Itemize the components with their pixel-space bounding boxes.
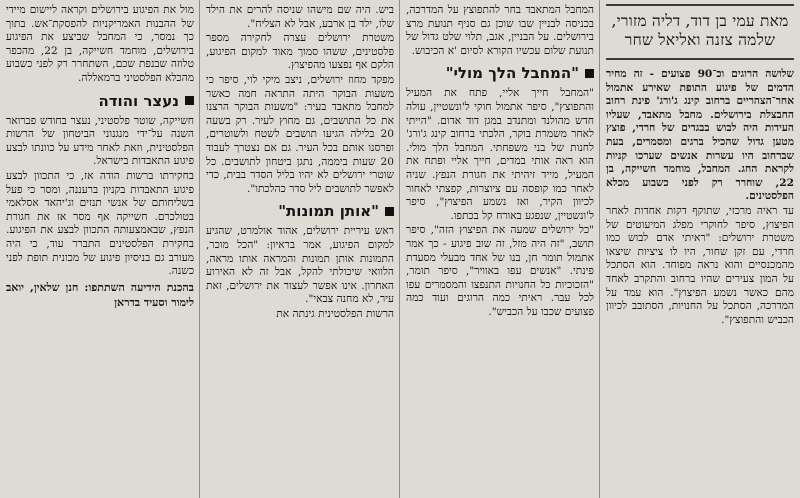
bullet-square-icon [585, 69, 594, 78]
subheading-text: "אותן תמונות" [278, 202, 379, 221]
subheading [6, 91, 194, 111]
bullet-square-icon [185, 96, 194, 105]
article-paragraph: מפקד מחוז ירושלים, ניצב מיקי לוי, סיפר כי משעות הבוקר היתה התראה חמה כאשר למחבל מתאבד בעיר: "משעות הבוקר הרצנו את כל התושבים, גם מחוץ לעיר. רק בשעה 20 בלילה הגיעו תושבים לשטח ולשוטרים, ופרסנו אותם בכל העיר. גם אם נצטרך לעבוד 20 שעות ביממה, נתגן ביטחון לתושבים. כל שוטרי ירושלים לא יהיו בליל הסדר בבית, כדי לאפשר לתושבים ליל סדר כהלכתו". [206, 73, 394, 195]
article-paragraph: "המחבל חייך אליי, פתח את המעיל והתפוצץ", סיפר אתמול חוקי ל'ונשטיין, עולה חדש מהולנד ומתנדב במגן דוד אדום. "הייתי לאחר משמרת בוקר, הלכתי ברחוב קינג ג'ורג' לחנות של בני משפחתי. המחבל הלך מולי. הוא ראה אותי במדים, חייך אליי ופתח את המעיל, מייד זיהיתי את חגורת הנפץ. שניה לאחר כמו קופסה עם ציוצרות, קפצתי לאחור לכיוון הקיר, ואז נשמע הפיצוץ", סיפר ל'ונשטיין, שנפגע באורח קל בכתפו. [406, 87, 594, 222]
article-paragraph: עד ראיה מרכזי, שתוקף דקות אחדות לאחר הפיצוץ, סיפר לחוקרי מפלג המיעוטים של משטרת ירושלים: "ראיתי אדם לבוש כמו חרדי, עם זקן שחור, היו לו ציציות שיצאו מהמכנסיים והוא נראה מפוחד. הוא הסתכל על המון צעירים שהיו ברחוב והתקרב לאחד מהם כאשר נשמע הפיצוץ". הוא עמד על המדרכה, הסתכל על החנויות, הסתובב לכיוון הכביש והתפוצץ". [606, 204, 794, 326]
column-3 [200, 0, 400, 498]
article-paragraph: ראש עיריית ירושלים, אהוד אולמרט, שהגיע למקום הפיגוע, אמר בראיון: "הכל מוכר, התמונות אותן תמונות והמראה אותו מראה, הלוואי שיכולתי להקל, אבל זה לא האירוע האחרון. אינו אפשר לעצור את ירושלים, זאת עיר, לא מחנה צבאי". [206, 225, 394, 306]
bullet-square-icon [385, 207, 394, 216]
article-paragraph: הרשות הפלסטינית גינתה את [276, 307, 394, 320]
article-paragraph: "כל ירושלים שמעה את הפיצוץ הזה", סיפר תושב, "זה היה מזל, זה שוב פיגוע - כך אמר אתמול תומר חן, בנו של אחד מבעלי מסעדת פינתי. "אנשים עפו באוויר", סיפר תומר, "הזכוכיות כל החנויות התנפצו והמסמרים עפו לכל עבר. ראיתי כמה הרוגים ועוד כמה פצועים שכבו על הכביש". [406, 224, 594, 318]
column-4 [0, 0, 200, 498]
lead-paragraph: שלושה הרוגים וכ־90 פצועים - זה מחיר הדמים של פיגוע התופת שאירע אתמול אחר־הצהריים ברחוב קינג ג'ורג' פינת רחוב החבצלת בירושלים. מחבל מתאבד, שעליו העידות היה לבוש בבגדים של חרדי, פוצץ מטען גדול שהכיל ברגים ומסמרים, בעת שברחוב היו עשרות אנשים שערכו קניות לקראת החג. המחבל, מוחמד חשייקה, בן 22, שוחרר רק לפני כשבוע מכלא הפלסטינים. [606, 68, 794, 203]
article-paragraph: ביש. היה שם מישהו שניסה להרים את הילד שלו, ילד בן ארבע, אבל לא הצליח". [206, 4, 394, 30]
column-2 [400, 0, 600, 498]
article-paragraph: חשייקה, שוטר פלסטיני, נעצר בחודש פברואר השנה על־ידי מנגנוני הביטחון של הרשות הפלסטינית, וזאת לאחר מידע על כוונתו לבצע פיגוע התאבדות בישראל. [6, 114, 194, 168]
article-paragraph: בחקירתו ברשות הודה אז, כי התכוון לבצע פיגוע התאבדות בקניון ברעננה, ומסר כי פעל בשליחותם של אנשי תנזים וג'יהאד אסלאמי בטולכרם. חשייקה אף מסר אז את חגורת הנפץ, שבאמצעותה התכוון לבצע את הפיגוע. בחקירת הפלסטינים התברר עוד, כי היה מעורב גם בניסיון פיגוע של מכונית תופת לפני כשנה. [6, 169, 194, 278]
byline: מאת עמי בן דוד, דליה מזורי, שלמה צזנה ואליאל שחר [606, 4, 794, 60]
subheading-text: "המחבל הלך מולי" [445, 64, 579, 83]
credit-line: בהכנת הידיעה השתתפו: חנן שלאין, יואב לימור וסעיד בדראן [6, 280, 194, 309]
subheading-text: נעצר והודה [98, 91, 179, 110]
subheading [406, 63, 594, 83]
article-paragraph: מול את הפיגוע בירושלים וקראה ליישום מיידי של ההבנות האמריקניות להפסקת־אש. בתוך כך נמסר, כי המחבל שביצע את הפיגוע בירושלים, מוחמד חשייקה, בן 22, מהכפר טלוזה שבנפת שכם, השתחרר רק לפני כשבוע מהכלא הפלסטיני ברמאללה. [6, 4, 194, 84]
column-1 [600, 0, 800, 498]
article-paragraph: המחבל המתאבד בחר להתפוצץ על המדרכה, בכניסה לבניין שבו שוכן גם סניף תנועת מרצ בירושלים. על הבניין, אגב, תלוי שלט גדול של תנועת שלום עכשיו הקורא לסיום 'א הכיבוש. [406, 4, 594, 57]
subheading [206, 201, 394, 221]
article-paragraph: משטרת ירושלים עצרה לחקירה מספר פלסטינים, ששהו סמוך מאוד למקום הפיגוע, הלקם אף נפצעו מהפיצוץ. [206, 32, 394, 72]
